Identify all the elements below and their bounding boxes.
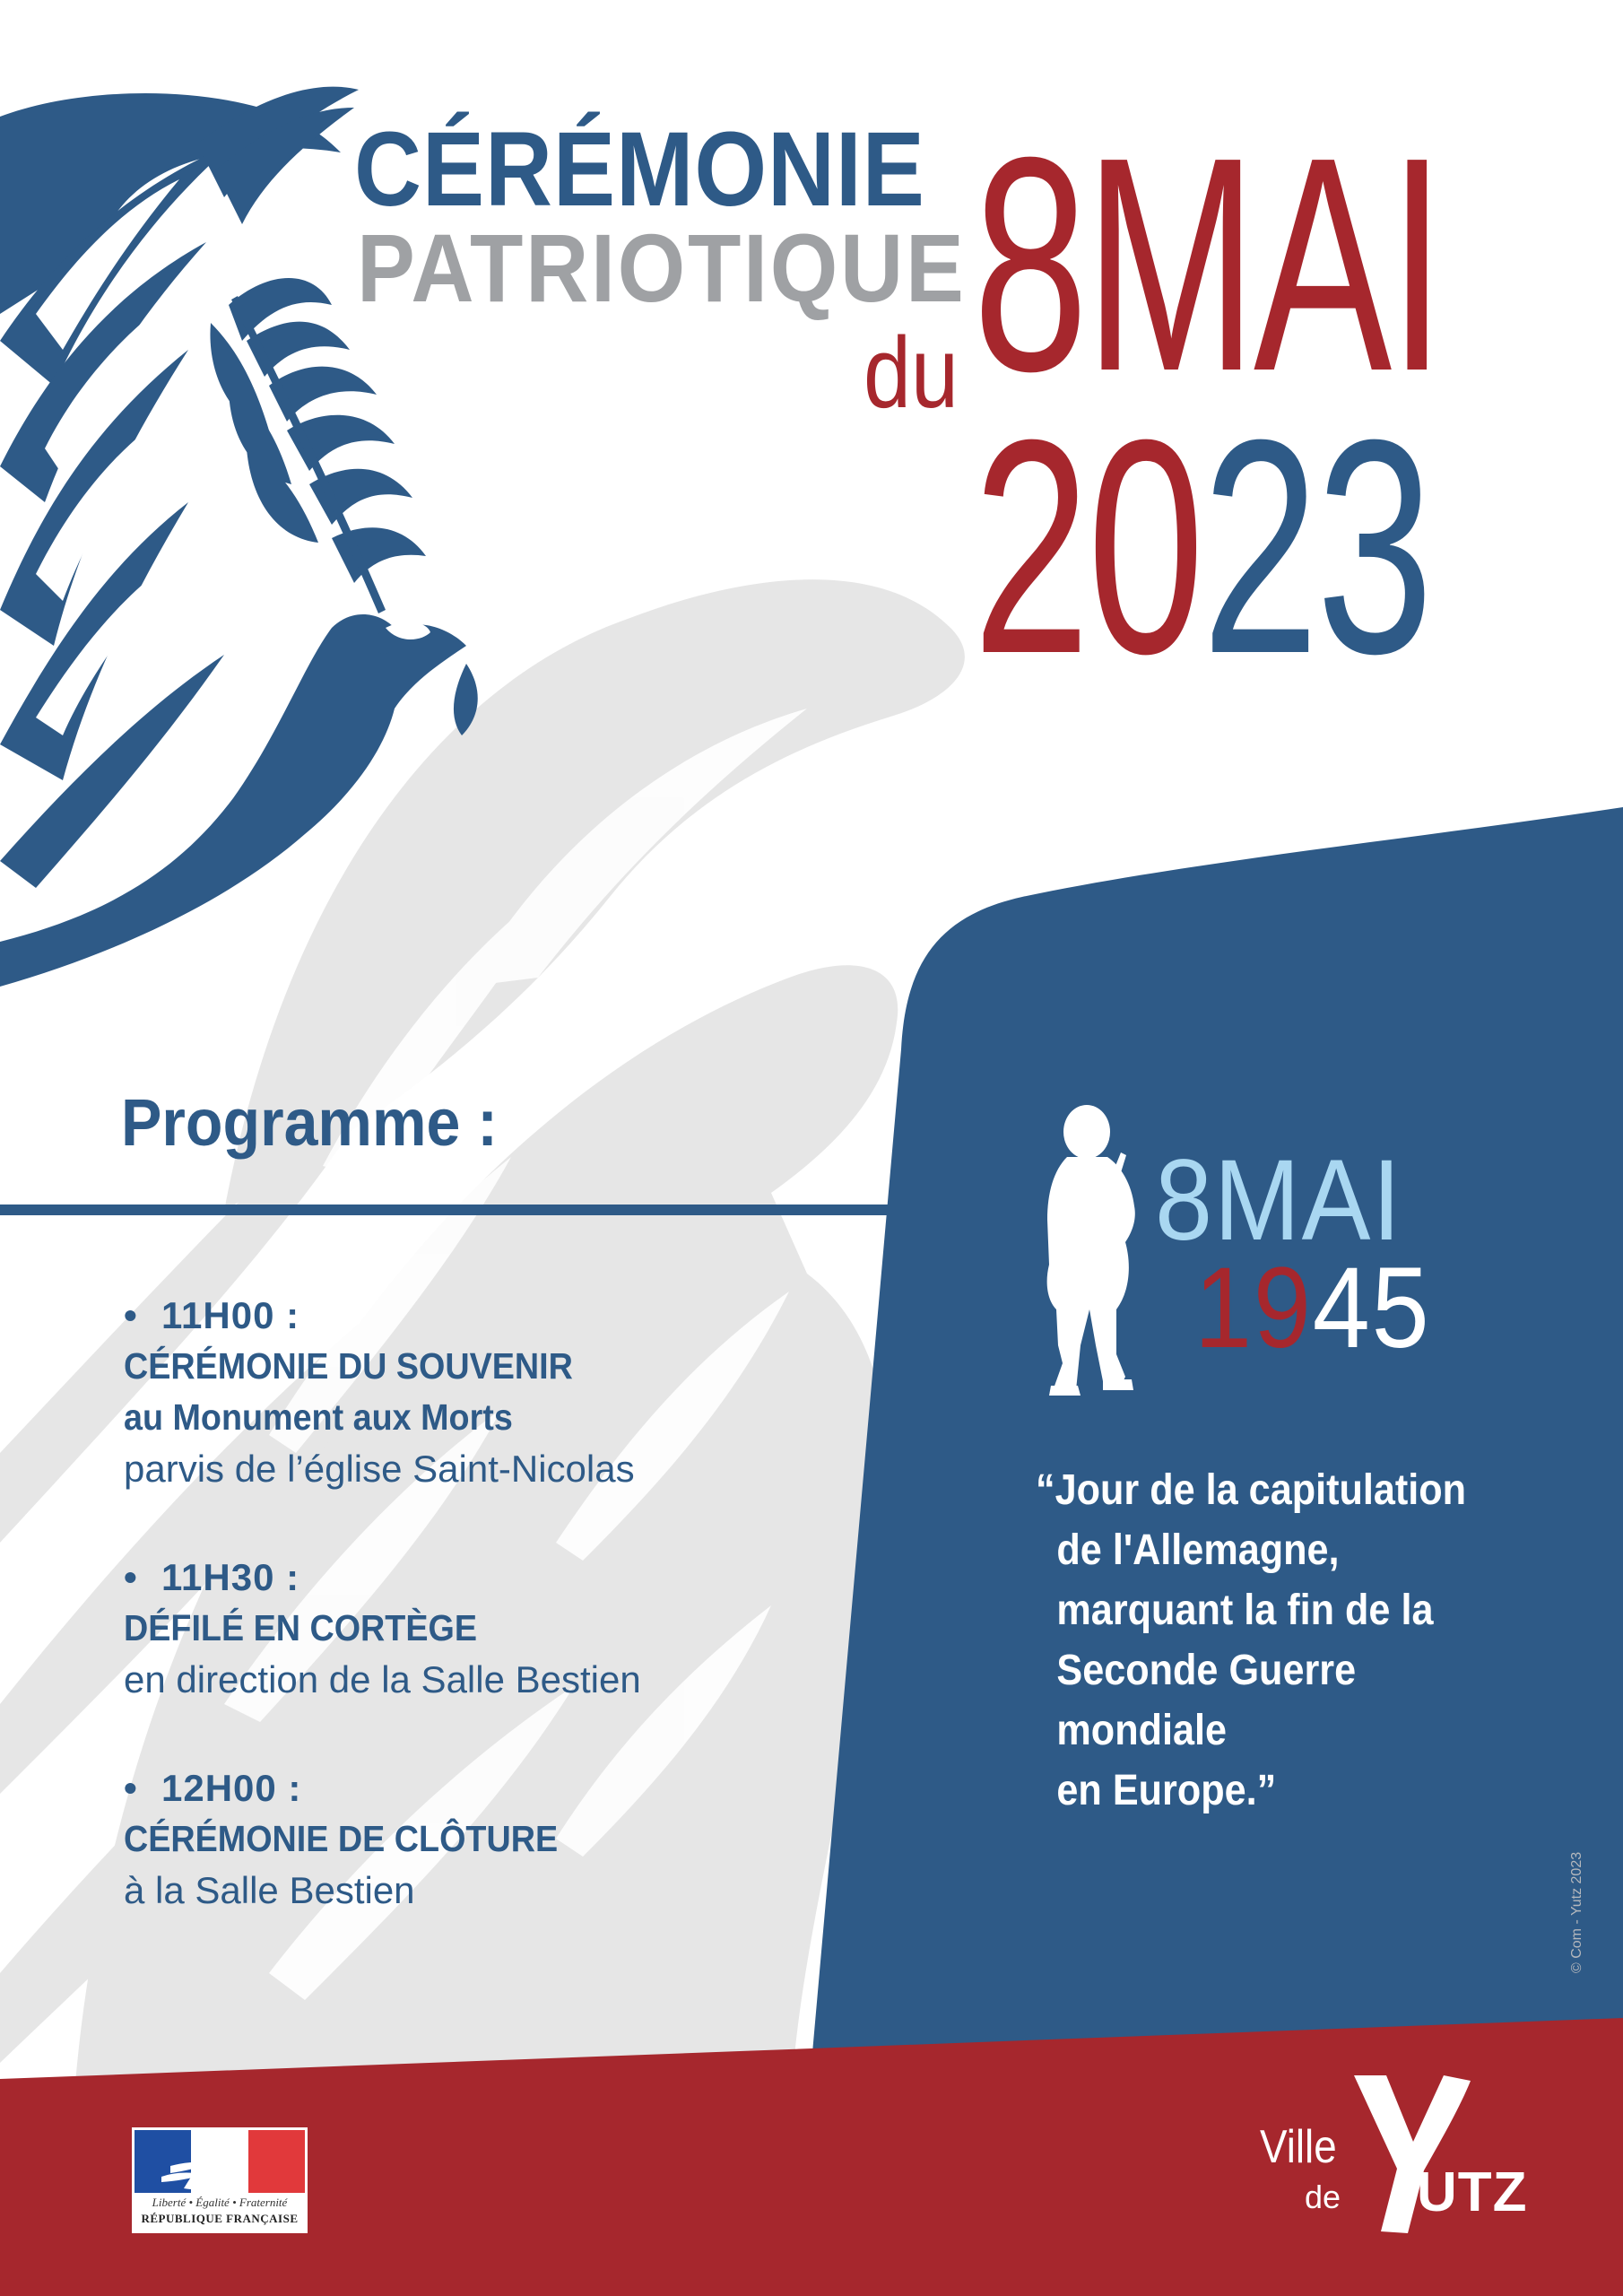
marianne-logo-icon (135, 2130, 305, 2229)
programme-item-title: CÉRÉMONIE DE CLÔTURE (124, 1818, 559, 1859)
city-name-label: UTZ (1417, 2161, 1528, 2223)
rf-motto: Liberté • Égalité • Fraternité (152, 2196, 288, 2209)
commemoration-year (1194, 1244, 1431, 1372)
programme-item-time: • 12H00 : (124, 1767, 302, 1809)
city-de-label: de (1305, 2179, 1341, 2215)
programme-item-time: • 11H00 : (124, 1294, 300, 1336)
programme-item-time: • 11H30 : (124, 1556, 300, 1598)
event-date: 8MAI (973, 94, 1443, 435)
rf-flag-graphic (135, 2130, 305, 2193)
programme-item-title: CÉRÉMONIE DU SOUVENIR (124, 1345, 573, 1387)
quote-line: marquant la fin de la (1056, 1587, 1434, 1634)
programme-item-place: parvis de l’église Saint-Nicolas (124, 1448, 635, 1490)
programme-item-subtitle: au Monument aux Morts (124, 1396, 513, 1438)
programme-item-place: à la Salle Bestien (124, 1869, 415, 1911)
commemoration-date: 8MAI (1155, 1136, 1403, 1265)
rf-name: RÉPUBLIQUE FRANÇAISE (141, 2212, 299, 2225)
programme-item-place: en direction de la Salle Bestien (124, 1658, 641, 1700)
commemoration-quote (1036, 1460, 1520, 1821)
commemoration-year-part2: 45 (1312, 1244, 1431, 1372)
quote-line: de l'Allemagne, (1056, 1526, 1340, 1574)
quote-line: “Jour de la capitulation (1036, 1466, 1467, 1514)
programme-heading: Programme : (121, 1085, 498, 1160)
programme-item-title: DÉFILÉ EN CORTÈGE (124, 1607, 478, 1648)
quote-line: en Europe.” (1056, 1767, 1277, 1814)
event-year-part1: 20 (973, 377, 1202, 718)
commemoration-year-part1: 19 (1194, 1244, 1313, 1372)
event-year-part2: 23 (1202, 377, 1431, 718)
credit-text: © Com - Yutz 2023 (1569, 1851, 1584, 1973)
title-ceremonie: CÉRÉMONIE (354, 110, 925, 229)
title-du: du (864, 317, 959, 429)
city-ville-label: Ville (1260, 2121, 1337, 2173)
title-patriotique: PATRIOTIQUE (357, 213, 967, 322)
quote-line: Seconde Guerre mondiale (1056, 1647, 1357, 1754)
yutz-city-logo (1260, 2072, 1547, 2233)
